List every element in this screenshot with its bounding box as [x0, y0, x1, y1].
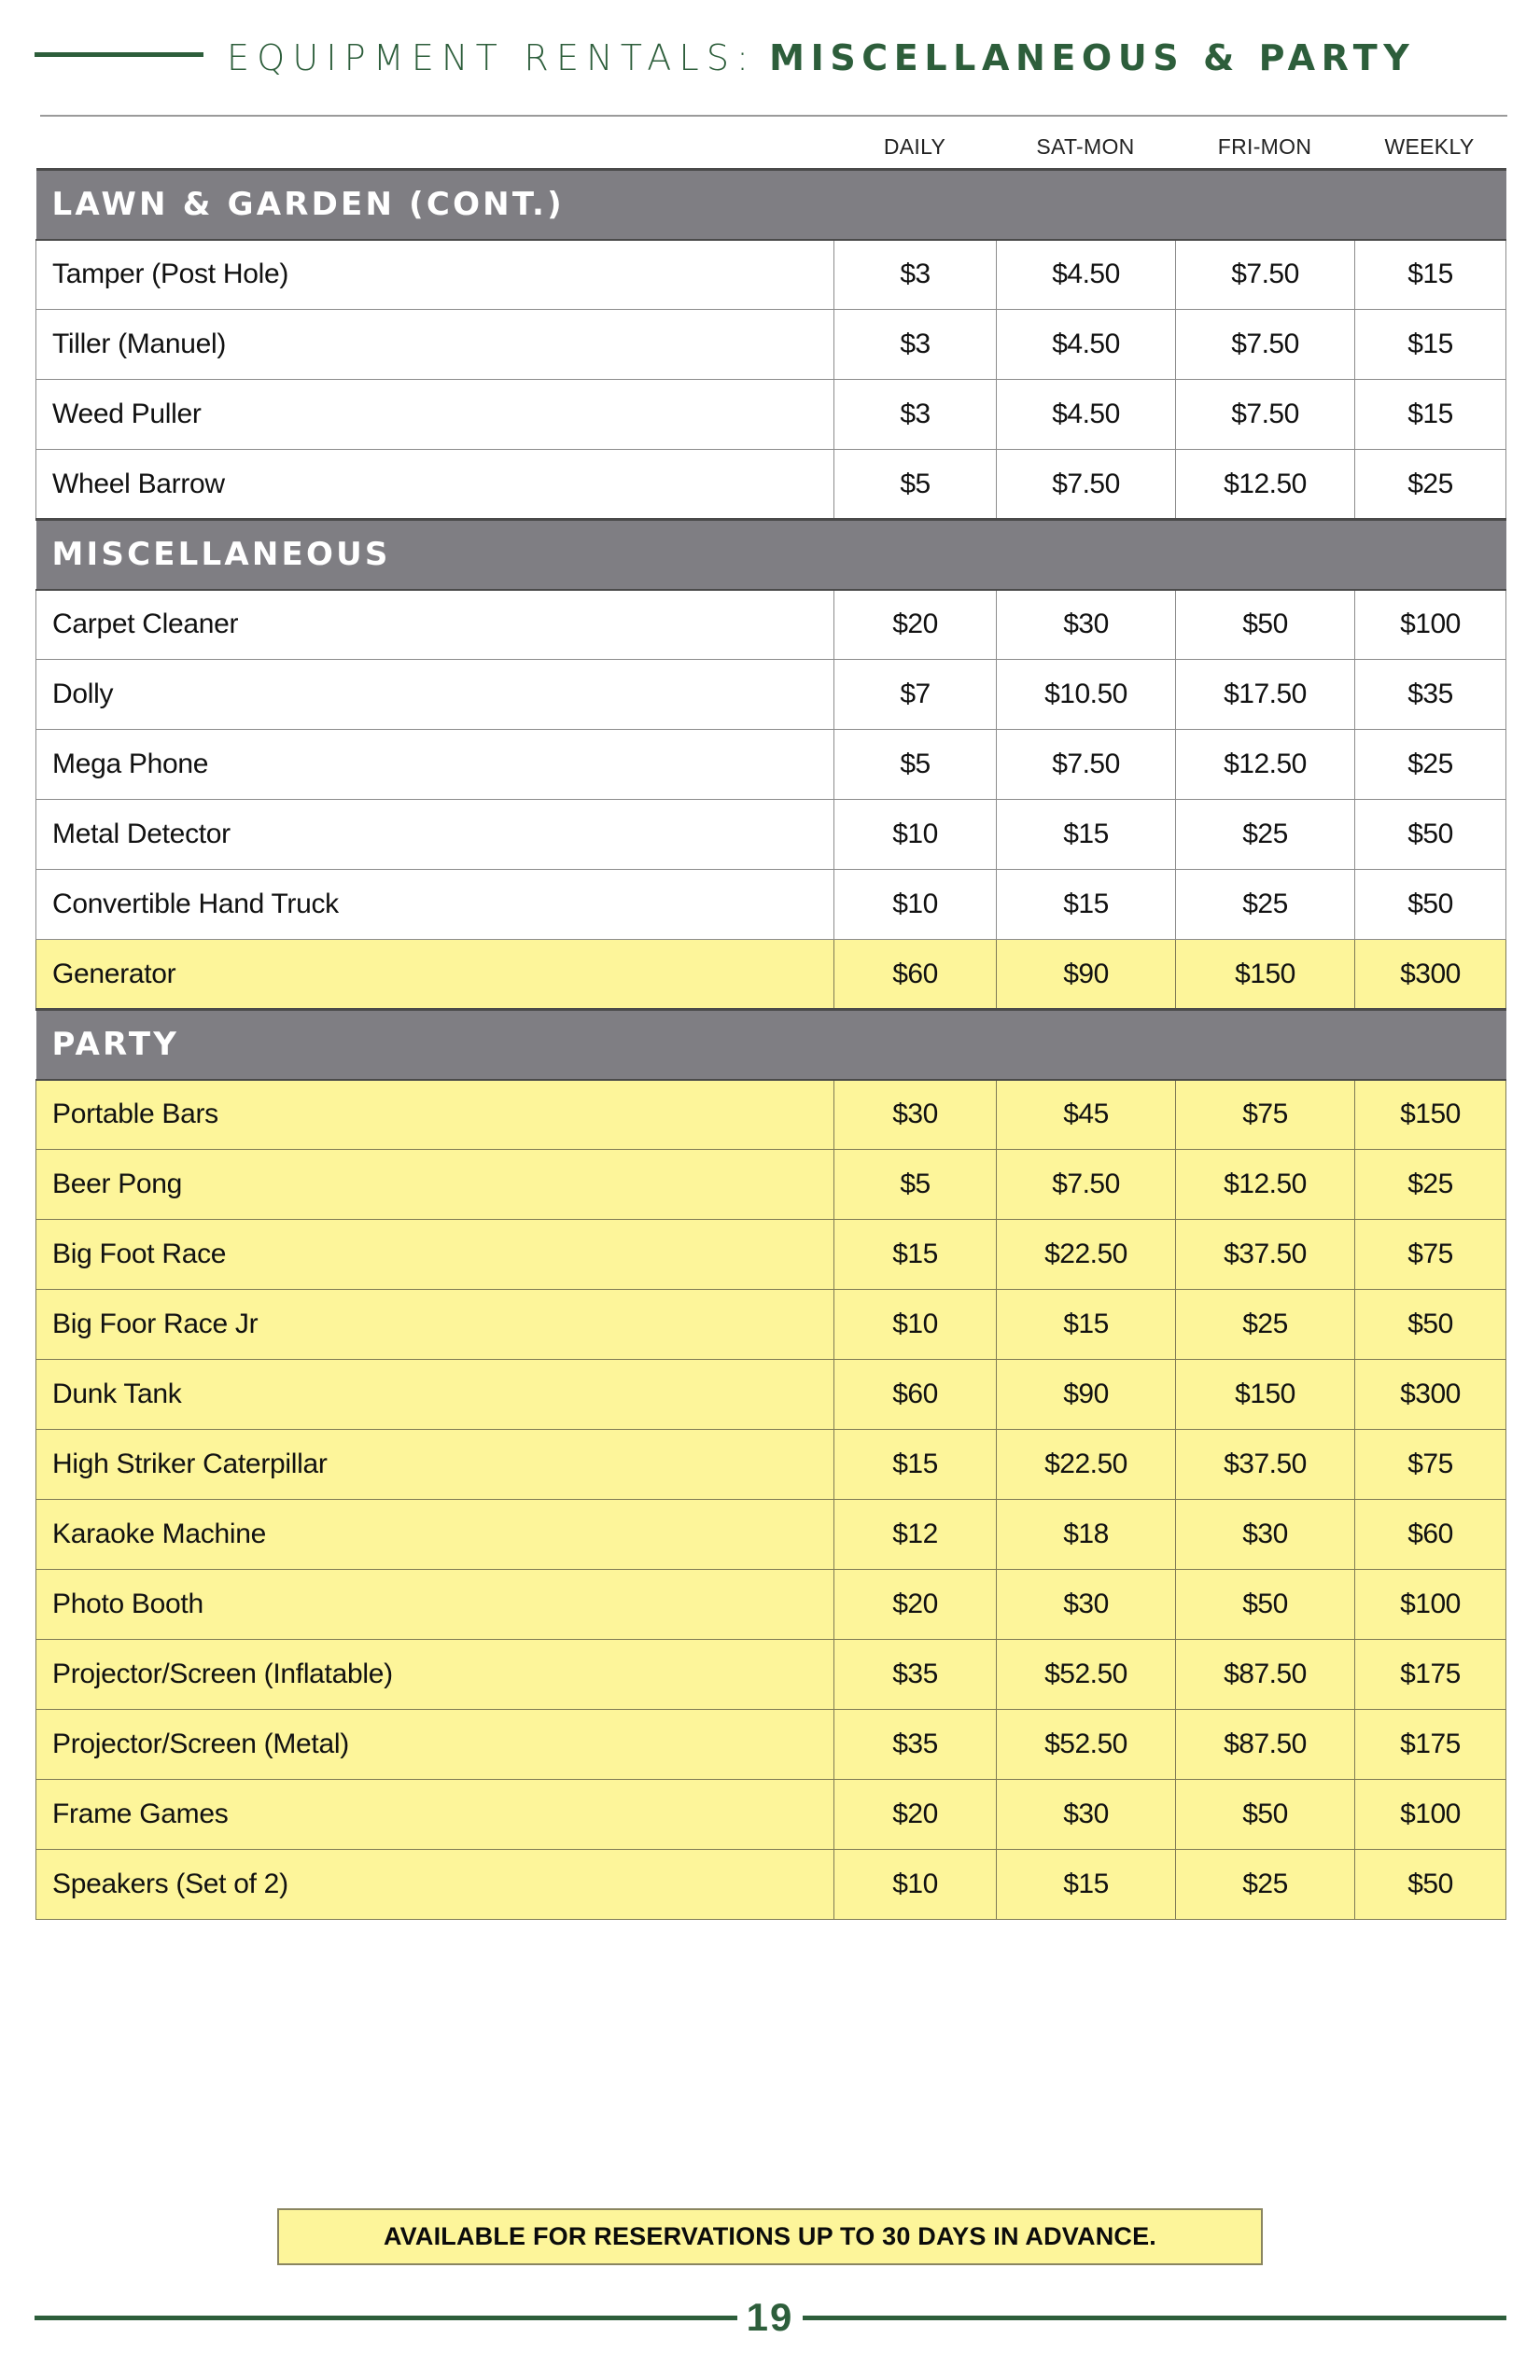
- header-divider: [40, 115, 1507, 117]
- price-fri-mon: $30: [1176, 1500, 1355, 1570]
- price-weekly: $175: [1355, 1710, 1506, 1780]
- price-fri-mon: $25: [1176, 1290, 1355, 1360]
- item-name: Tamper (Post Hole): [36, 240, 834, 310]
- section-header-row: [36, 170, 1506, 240]
- price-weekly: $25: [1355, 450, 1506, 520]
- price-fri-mon: $12.50: [1176, 1150, 1355, 1220]
- price-fri-mon: $37.50: [1176, 1430, 1355, 1500]
- item-name: Beer Pong: [36, 1150, 834, 1220]
- price-sat-mon: $30: [997, 590, 1176, 660]
- table-row: [36, 380, 1506, 450]
- price-weekly: $150: [1355, 1080, 1506, 1150]
- section-title: LAWN & GARDEN (CONT.): [36, 170, 1506, 240]
- item-name: High Striker Caterpillar: [36, 1430, 834, 1500]
- price-fri-mon: $50: [1176, 1570, 1355, 1640]
- section-title: PARTY: [36, 1010, 1506, 1080]
- price-daily: $3: [834, 380, 997, 450]
- price-daily: $35: [834, 1640, 997, 1710]
- table-row: [36, 1640, 1506, 1710]
- price-sat-mon: $30: [997, 1570, 1176, 1640]
- page-title: [227, 32, 1507, 84]
- price-sat-mon: $15: [997, 800, 1176, 870]
- price-daily: $3: [834, 310, 997, 380]
- price-fri-mon: $17.50: [1176, 660, 1355, 730]
- price-daily: $5: [834, 730, 997, 800]
- column-header-daily: DAILY: [883, 134, 946, 159]
- price-sat-mon: $7.50: [997, 1150, 1176, 1220]
- price-fri-mon: $87.50: [1176, 1710, 1355, 1780]
- price-fri-mon: $25: [1176, 800, 1355, 870]
- table-row: [36, 1710, 1506, 1780]
- item-name: Projector/Screen (Inflatable): [36, 1640, 834, 1710]
- price-weekly: $100: [1355, 590, 1506, 660]
- item-name: Mega Phone: [36, 730, 834, 800]
- item-name: Weed Puller: [36, 380, 834, 450]
- item-name: Photo Booth: [36, 1570, 834, 1640]
- price-daily: $10: [834, 1850, 997, 1920]
- price-sat-mon: $18: [997, 1500, 1176, 1570]
- table-row: [36, 1500, 1506, 1570]
- price-daily: $15: [834, 1430, 997, 1500]
- price-weekly: $15: [1355, 310, 1506, 380]
- price-daily: $10: [834, 870, 997, 940]
- table-row: [36, 1780, 1506, 1850]
- section-header-row: [36, 520, 1506, 590]
- price-fri-mon: $12.50: [1176, 730, 1355, 800]
- price-daily: $60: [834, 1360, 997, 1430]
- price-weekly: $175: [1355, 1640, 1506, 1710]
- table-row: [36, 800, 1506, 870]
- price-sat-mon: $15: [997, 1290, 1176, 1360]
- item-name: Tiller (Manuel): [36, 310, 834, 380]
- price-sat-mon: $45: [997, 1080, 1176, 1150]
- price-fri-mon: $87.50: [1176, 1640, 1355, 1710]
- price-daily: $7: [834, 660, 997, 730]
- item-name: Convertible Hand Truck: [36, 870, 834, 940]
- price-weekly: $50: [1355, 800, 1506, 870]
- table-row: [36, 660, 1506, 730]
- table-row: [36, 240, 1506, 310]
- price-sat-mon: $22.50: [997, 1220, 1176, 1290]
- price-daily: $12: [834, 1500, 997, 1570]
- table-row: [36, 1290, 1506, 1360]
- rental-rates-table: [35, 168, 1506, 1920]
- column-header-weekly: WEEKLY: [1384, 134, 1475, 159]
- price-fri-mon: $150: [1176, 1360, 1355, 1430]
- price-sat-mon: $52.50: [997, 1640, 1176, 1710]
- item-name: Speakers (Set of 2): [36, 1850, 834, 1920]
- price-fri-mon: $25: [1176, 1850, 1355, 1920]
- table-row: [36, 1150, 1506, 1220]
- price-weekly: $50: [1355, 870, 1506, 940]
- price-weekly: $300: [1355, 1360, 1506, 1430]
- table-row: [36, 1360, 1506, 1430]
- price-sat-mon: $4.50: [997, 310, 1176, 380]
- table-row: [36, 1080, 1506, 1150]
- item-name: Frame Games: [36, 1780, 834, 1850]
- table-row: [36, 310, 1506, 380]
- price-daily: $15: [834, 1220, 997, 1290]
- price-sat-mon: $52.50: [997, 1710, 1176, 1780]
- table-row: [36, 1850, 1506, 1920]
- price-fri-mon: $75: [1176, 1080, 1355, 1150]
- price-daily: $60: [834, 940, 997, 1010]
- column-header-sat-mon: SAT-MON: [1036, 134, 1135, 159]
- price-fri-mon: $50: [1176, 590, 1355, 660]
- item-name: Wheel Barrow: [36, 450, 834, 520]
- item-name: Projector/Screen (Metal): [36, 1710, 834, 1780]
- price-sat-mon: $10.50: [997, 660, 1176, 730]
- page-number: 19: [746, 2295, 794, 2339]
- page-title-bold: MISCELLANEOUS & PARTY: [769, 37, 1416, 78]
- price-weekly: $25: [1355, 730, 1506, 800]
- item-name: Big Foor Race Jr: [36, 1290, 834, 1360]
- price-fri-mon: $150: [1176, 940, 1355, 1010]
- item-name: Dunk Tank: [36, 1360, 834, 1430]
- item-name: Generator: [36, 940, 834, 1010]
- price-sat-mon: $90: [997, 940, 1176, 1010]
- price-fri-mon: $37.50: [1176, 1220, 1355, 1290]
- column-header-fri-mon: FRI-MON: [1217, 134, 1312, 159]
- price-sat-mon: $15: [997, 870, 1176, 940]
- price-weekly: $35: [1355, 660, 1506, 730]
- price-weekly: $100: [1355, 1570, 1506, 1640]
- item-name: Dolly: [36, 660, 834, 730]
- price-daily: $3: [834, 240, 997, 310]
- price-daily: $20: [834, 1780, 997, 1850]
- price-weekly: $60: [1355, 1500, 1506, 1570]
- item-name: Karaoke Machine: [36, 1500, 834, 1570]
- table-row: [36, 1430, 1506, 1500]
- price-fri-mon: $7.50: [1176, 310, 1355, 380]
- price-sat-mon: $7.50: [997, 730, 1176, 800]
- table-row: [36, 1220, 1506, 1290]
- price-daily: $20: [834, 590, 997, 660]
- price-daily: $30: [834, 1080, 997, 1150]
- price-weekly: $15: [1355, 240, 1506, 310]
- price-fri-mon: $7.50: [1176, 380, 1355, 450]
- table-row: [36, 730, 1506, 800]
- price-daily: $10: [834, 800, 997, 870]
- title-accent-rule: [35, 52, 203, 57]
- price-weekly: $300: [1355, 940, 1506, 1010]
- price-weekly: $50: [1355, 1290, 1506, 1360]
- item-name: Metal Detector: [36, 800, 834, 870]
- price-sat-mon: $90: [997, 1360, 1176, 1430]
- rental-rates-body: [36, 170, 1506, 1920]
- table-row: [36, 870, 1506, 940]
- price-weekly: $25: [1355, 1150, 1506, 1220]
- footer-rule-left: [35, 2316, 737, 2320]
- price-fri-mon: $7.50: [1176, 240, 1355, 310]
- section-header-row: [36, 1010, 1506, 1080]
- price-fri-mon: $50: [1176, 1780, 1355, 1850]
- footer-rule-right: [803, 2316, 1506, 2320]
- price-weekly: $15: [1355, 380, 1506, 450]
- price-weekly: $100: [1355, 1780, 1506, 1850]
- price-sat-mon: $4.50: [997, 240, 1176, 310]
- price-fri-mon: $12.50: [1176, 450, 1355, 520]
- table-row: [36, 450, 1506, 520]
- price-fri-mon: $25: [1176, 870, 1355, 940]
- item-name: Carpet Cleaner: [36, 590, 834, 660]
- table-row: [36, 940, 1506, 1010]
- price-sat-mon: $7.50: [997, 450, 1176, 520]
- section-title: MISCELLANEOUS: [36, 520, 1506, 590]
- price-weekly: $75: [1355, 1220, 1506, 1290]
- price-weekly: $75: [1355, 1430, 1506, 1500]
- price-sat-mon: $22.50: [997, 1430, 1176, 1500]
- item-name: Big Foot Race: [36, 1220, 834, 1290]
- price-daily: $35: [834, 1710, 997, 1780]
- price-sat-mon: $30: [997, 1780, 1176, 1850]
- price-daily: $5: [834, 1150, 997, 1220]
- page-title-light: EQUIPMENT RENTALS:: [227, 37, 757, 78]
- price-daily: $20: [834, 1570, 997, 1640]
- price-daily: $5: [834, 450, 997, 520]
- table-row: [36, 1570, 1506, 1640]
- price-weekly: $50: [1355, 1850, 1506, 1920]
- reservation-notice: AVAILABLE FOR RESERVATIONS UP TO 30 DAYS IN ADVANCE.: [277, 2208, 1263, 2265]
- price-daily: $10: [834, 1290, 997, 1360]
- price-sat-mon: $15: [997, 1850, 1176, 1920]
- item-name: Portable Bars: [36, 1080, 834, 1150]
- table-row: [36, 590, 1506, 660]
- price-sat-mon: $4.50: [997, 380, 1176, 450]
